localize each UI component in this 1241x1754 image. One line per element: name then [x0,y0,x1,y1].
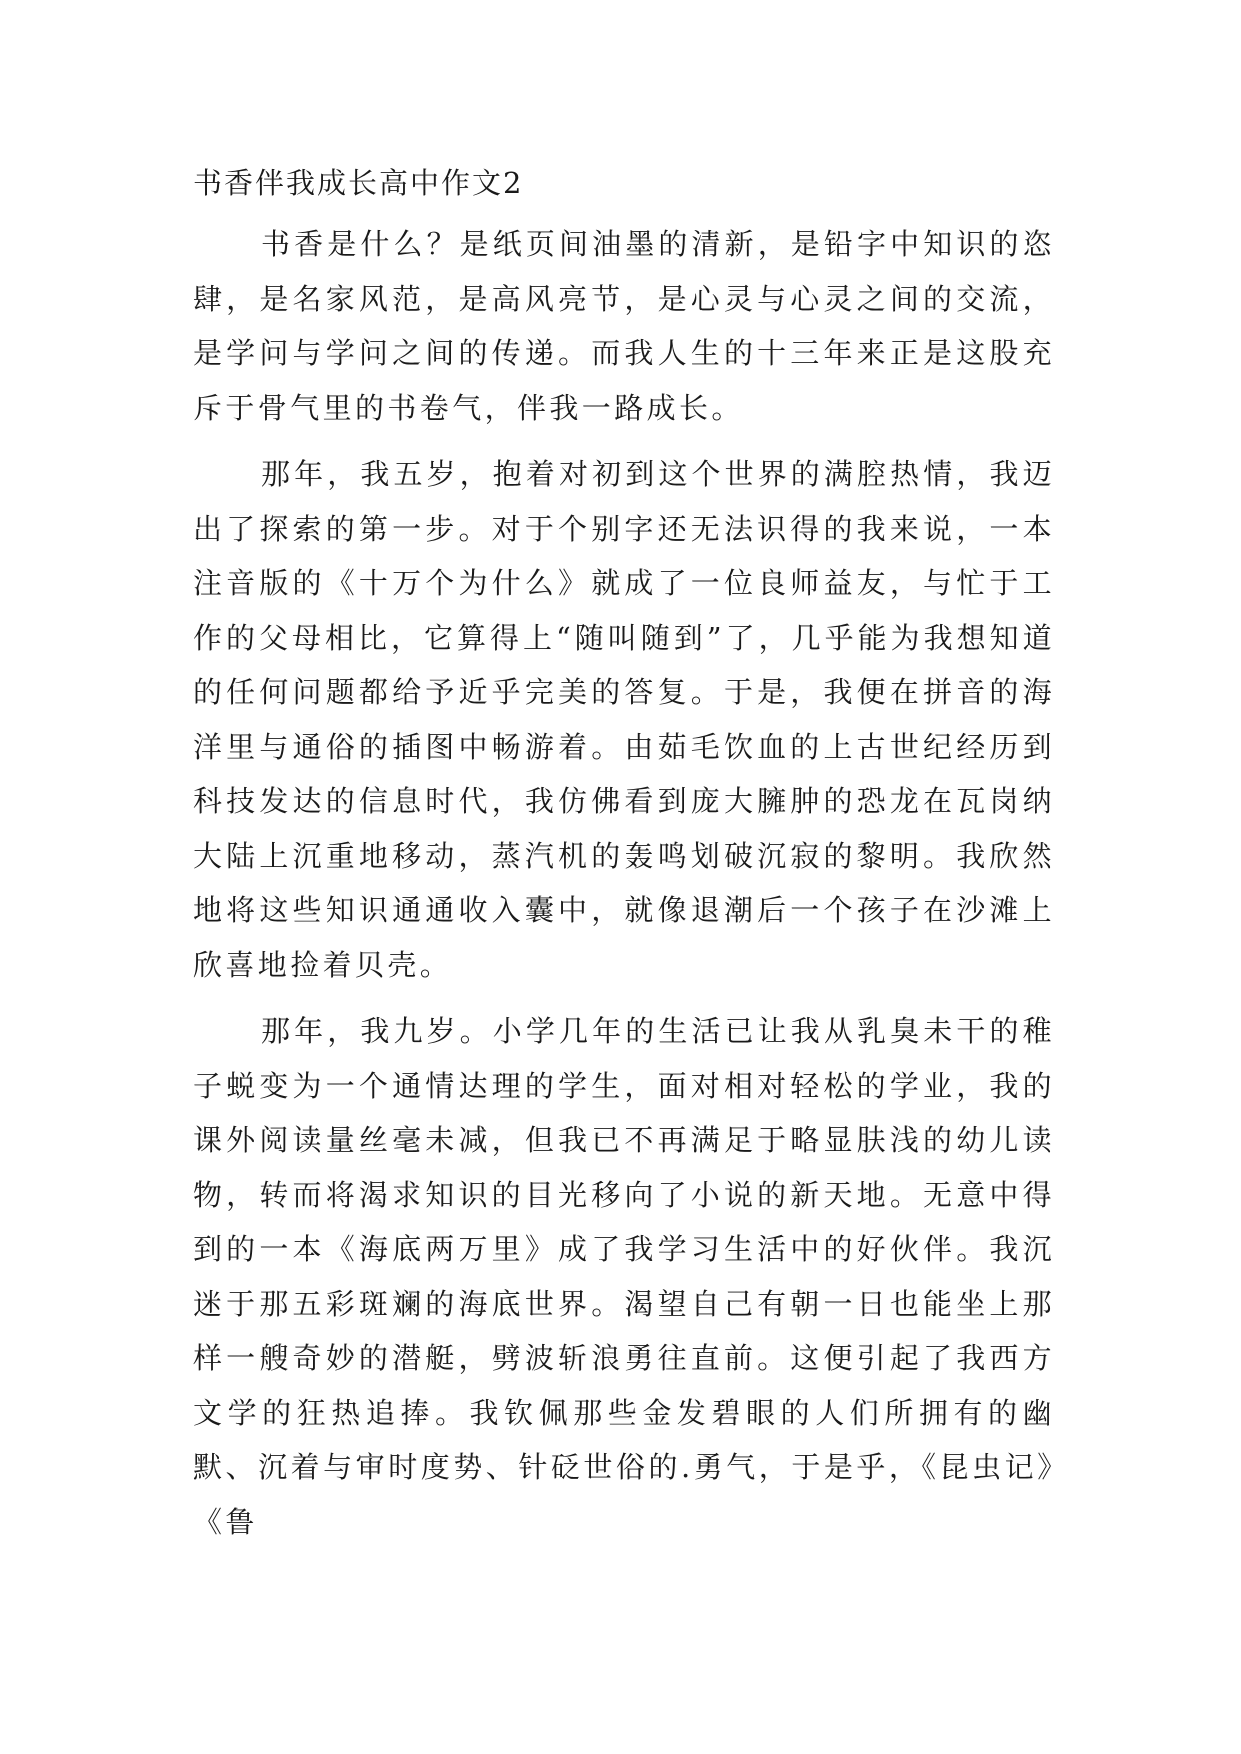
paragraph-2: 那年，我五岁，抱着对初到这个世界的满腔热情，我迈出了探索的第一步。对于个别字还无法识得的我来说，一本注音版的《十万个为什么》就成了一位良师益友，与忙于工作的父母相比，它算得上“随叫随到”了，几乎能为我想知道的任何问题都给予近乎完美的答复。于是，我便在拼音的海洋里与通俗的插图中畅游着。由茹毛饮血的上古世纪经历到科技发达的信息时代，我仿佛看到庞大臃肿的恐龙在瓦岗纳大陆上沉重地移动，蒸汽机的轰鸣划破沉寂的黎明。我欣然地将这些知识通通收入囊中，就像退潮后一个孩子在沙滩上欣喜地捡着贝壳。 [193,457,1055,982]
paragraph-1: 书香是什么？是纸页间油墨的清新，是铅字中知识的恣肆，是名家风范，是高风亮节，是心灵与心灵之间的交流，是学问与学问之间的传递。而我人生的十三年来正是这股充斥于骨气里的书卷气，伴我一路成长。 [193,227,1055,425]
paragraph-3: 那年，我九岁。小学几年的生活已让我从乳臭未干的稚子蜕变为一个通情达理的学生，面对相对轻松的学业，我的课外阅读量丝毫未减，但我已不再满足于略显肤浅的幼儿读物，转而将渴求知识的目光移向了小说的新天地。无意中得到的一本《海底两万里》成了我学习生活中的好伙伴。我沉迷于那五彩斑斓的海底世界。渴望自己有朝一日也能坐上那样一艘奇妙的潜艇，劈波斩浪勇往直前。这便引起了我西方文学的狂热追捧。我钦佩那些金发碧眼的人们所拥有的幽默、沉着与审时度势、针砭世俗的.勇气，于是乎，《昆虫记》《鲁 [193,1014,1055,1539]
document-page [193,163,1055,1549]
document-title: 书香伴我成长高中作文2 [193,166,524,200]
